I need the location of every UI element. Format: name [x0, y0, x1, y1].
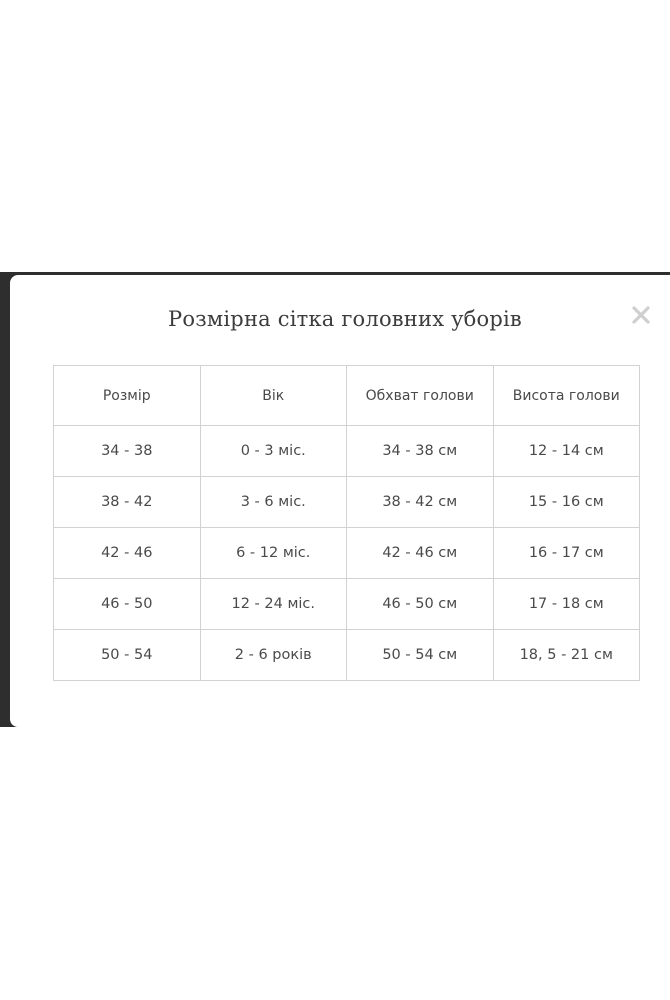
cell-head-height: 12 - 14 см	[493, 426, 640, 477]
cell-head-circumference: 50 - 54 см	[347, 630, 494, 681]
cell-age: 3 - 6 міс.	[200, 477, 347, 528]
table-row	[54, 579, 640, 630]
cell-size: 38 - 42	[54, 477, 201, 528]
size-chart-modal	[10, 275, 670, 727]
cell-head-circumference: 34 - 38 см	[347, 426, 494, 477]
header-head-height: Висота голови	[493, 366, 640, 426]
cell-head-height: 16 - 17 см	[493, 528, 640, 579]
cell-age: 0 - 3 міс.	[200, 426, 347, 477]
cell-age: 2 - 6 років	[200, 630, 347, 681]
cell-head-height: 15 - 16 см	[493, 477, 640, 528]
cell-head-height: 17 - 18 см	[493, 579, 640, 630]
cell-size: 42 - 46	[54, 528, 201, 579]
cell-size: 34 - 38	[54, 426, 201, 477]
cell-head-circumference: 38 - 42 см	[347, 477, 494, 528]
cell-size: 46 - 50	[54, 579, 201, 630]
cell-head-circumference: 42 - 46 см	[347, 528, 494, 579]
header-size: Розмір	[54, 366, 201, 426]
cell-size: 50 - 54	[54, 630, 201, 681]
header-age: Вік	[200, 366, 347, 426]
size-chart-table	[53, 365, 640, 681]
modal-title: Розмірна сітка головних уборів	[168, 307, 522, 331]
header-head-circumference: Обхват голови	[347, 366, 494, 426]
table-row	[54, 528, 640, 579]
close-button[interactable]	[629, 303, 653, 327]
cell-head-circumference: 46 - 50 см	[347, 579, 494, 630]
table-row	[54, 630, 640, 681]
cell-age: 6 - 12 міс.	[200, 528, 347, 579]
table-row	[54, 477, 640, 528]
table-header-row	[54, 366, 640, 426]
cell-head-height: 18, 5 - 21 см	[493, 630, 640, 681]
cell-age: 12 - 24 міс.	[200, 579, 347, 630]
table-row	[54, 426, 640, 477]
close-icon	[629, 303, 653, 327]
